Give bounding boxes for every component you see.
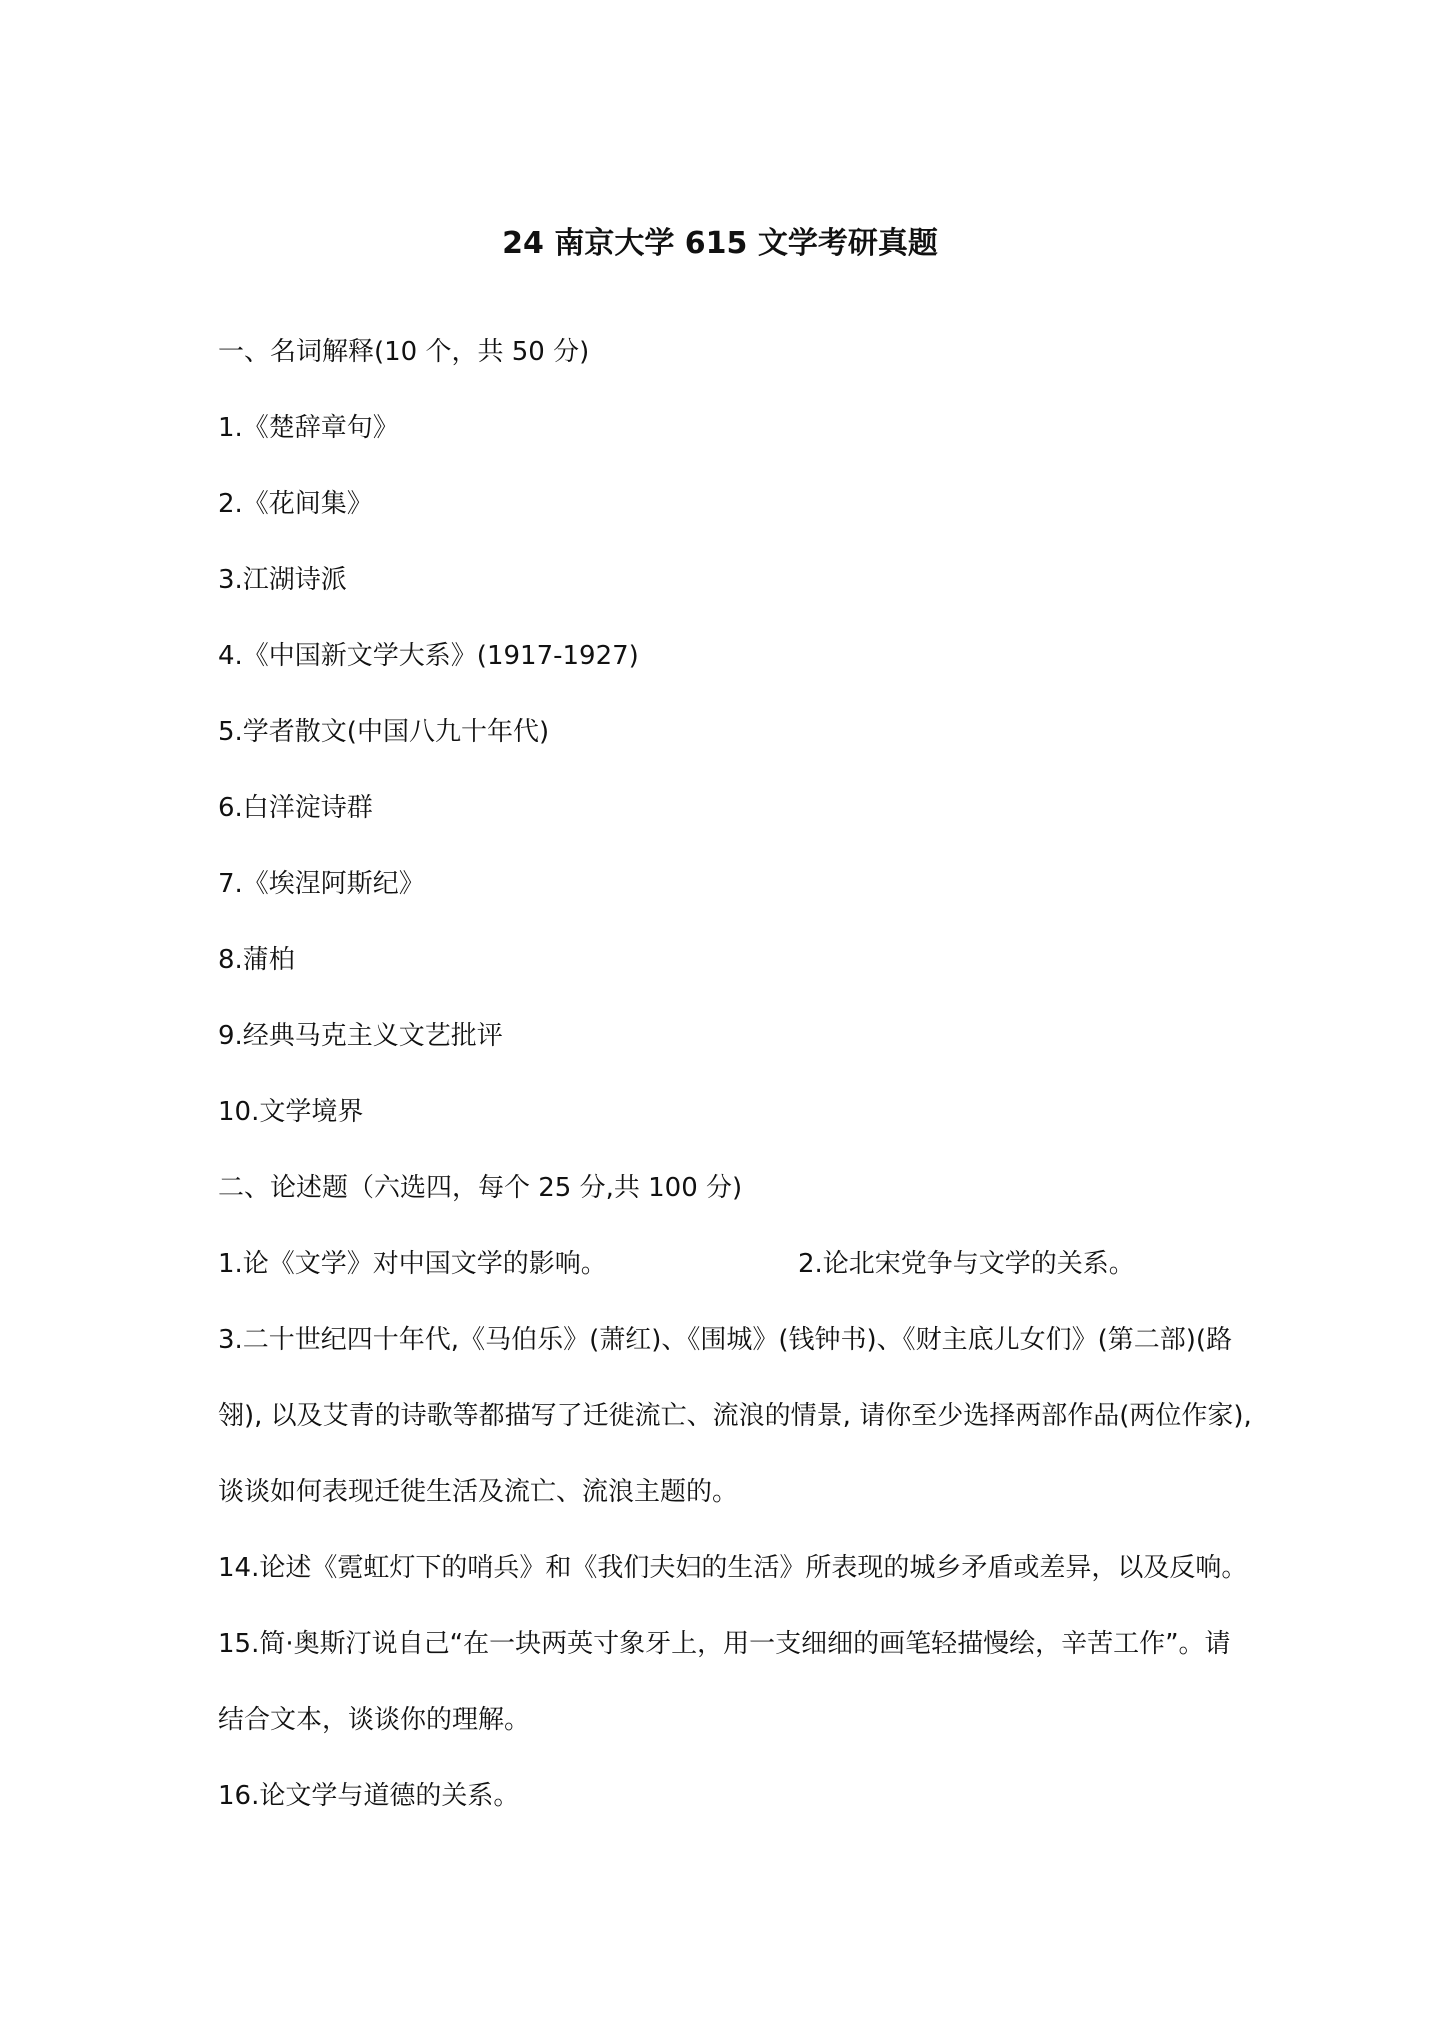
question-2: 2.论北宋党争与文学的关系。 <box>798 1249 1135 1279</box>
list-item: 8.蒲柏 <box>218 945 295 975</box>
list-item: 5.学者散文(中国八九十年代) <box>218 717 550 747</box>
list-item: 7.《埃涅阿斯纪》 <box>218 869 425 899</box>
question-15-line: 结合文本，谈谈你的理解。 <box>218 1705 531 1735</box>
question-1: 1.论《文学》对中国文学的影响。 <box>218 1249 607 1279</box>
page-title: 24 南京大学 615 文学考研真题 <box>502 226 938 261</box>
question-16: 16.论文学与道德的关系。 <box>218 1781 520 1811</box>
question-3-line: 谈谈如何表现迁徙生活及流亡、流浪主题的。 <box>218 1477 739 1507</box>
list-item: 9.经典马克主义文艺批评 <box>218 1021 503 1051</box>
list-item: 2.《花间集》 <box>218 489 373 519</box>
list-item: 4.《中国新文学大系》(1917-1927) <box>218 641 639 671</box>
section2-heading: 二、论述题（六选四，每个 25 分,共 100 分) <box>218 1173 743 1203</box>
question-15-line: 15.简·奥斯汀说自己“在一块两英寸象牙上，用一支细细的画笔轻描慢绘，辛苦工作”。请 <box>218 1629 1231 1659</box>
section1-heading: 一、名词解释(10 个，共 50 分) <box>218 337 590 367</box>
question-14: 14.论述《霓虹灯下的哨兵》和《我们夫妇的生活》所表现的城乡矛盾或差异，以及反响。 <box>218 1553 1248 1583</box>
question-3-line: 翎), 以及艾青的诗歌等都描写了迁徙流亡、流浪的情景, 请你至少选择两部作品(两位作家), <box>218 1401 1252 1431</box>
list-item: 1.《楚辞章句》 <box>218 413 399 443</box>
list-item: 3.江湖诗派 <box>218 565 347 595</box>
question-3-line: 3.二十世纪四十年代,《马伯乐》(萧红)、《围城》(钱钟书)、《财主底儿女们》(第二部)(路 <box>218 1325 1233 1355</box>
list-item: 6.白洋淀诗群 <box>218 793 373 823</box>
list-item: 10.文学境界 <box>218 1097 364 1127</box>
